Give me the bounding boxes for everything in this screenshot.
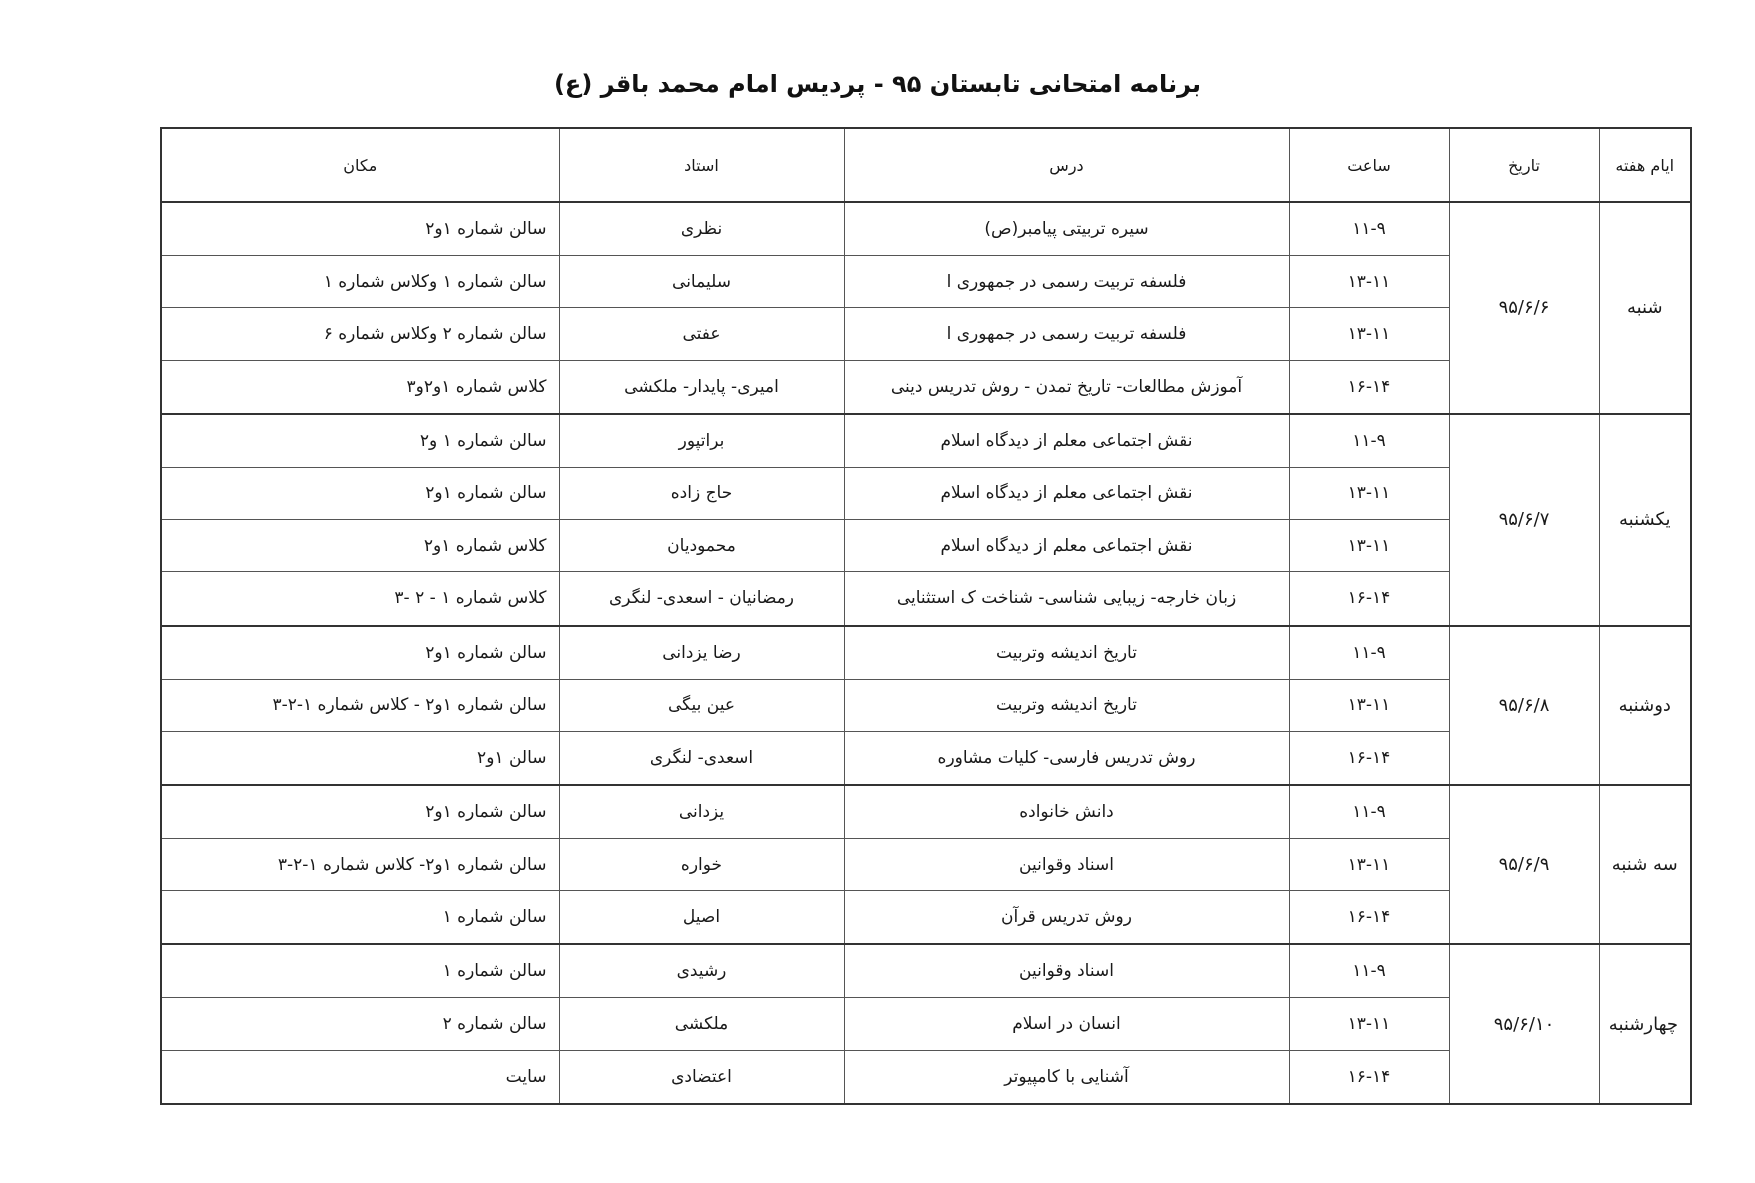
course-cell: تاریخ اندیشه وتربیت [844,679,1289,731]
table-row [161,785,1691,839]
teacher-cell: نظری [559,202,844,256]
date-cell: ۹۵/۶/۱۰ [1449,944,1599,1104]
place-cell: سالن شماره ۲ وکلاس شماره ۶ [161,308,559,360]
teacher-cell: رضا یزدانی [559,626,844,680]
place-cell: سالن ۱و۲ [161,731,559,785]
teacher-cell: رمضانیان - اسعدی- لنگری [559,572,844,626]
day-cell: شنبه [1599,202,1691,414]
place-cell: سالن شماره ۱و۲ [161,785,559,839]
course-cell: آموزش مطالعات- تاریخ تمدن - روش تدریس دینی [844,360,1289,414]
time-cell: ۱۱-۹ [1289,944,1449,998]
time-cell: ۱۳-۱۱ [1289,308,1449,360]
exam-schedule-table [160,127,1692,1105]
document-title: برنامه امتحانی تابستان ۹۵ - پردیس امام محمد باقر (ع) [553,70,1202,98]
header-teacher: استاد [559,128,844,202]
date-cell: ۹۵/۶/۶ [1449,202,1599,414]
course-cell: سیره تربیتی پیامبر(ص) [844,202,1289,256]
table-row [161,944,1691,998]
course-cell: دانش خانواده [844,785,1289,839]
place-cell: سالن شماره ۱ [161,891,559,945]
day-cell: یکشنبه [1599,414,1691,626]
table-row [161,202,1691,256]
course-cell: زبان خارجه- زیبایی شناسی- شناخت ک استثنایی [844,572,1289,626]
course-cell: روش تدریس قرآن [844,891,1289,945]
place-cell: سالن شماره ۱ و۲ [161,414,559,468]
header-day: ایام هفته [1599,128,1691,202]
time-cell: ۱۳-۱۱ [1289,998,1449,1050]
table-row [161,414,1691,468]
teacher-cell: امیری- پایدار- ملکشی [559,360,844,414]
teacher-cell: یزدانی [559,785,844,839]
course-cell: تاریخ اندیشه وتربیت [844,626,1289,680]
course-cell: نقش اجتماعی معلم از دیدگاه اسلام [844,520,1289,572]
teacher-cell: اسعدی- لنگری [559,731,844,785]
course-cell: آشنایی با کامپیوتر [844,1050,1289,1104]
time-cell: ۱۳-۱۱ [1289,256,1449,308]
time-cell: ۱۶-۱۴ [1289,891,1449,945]
time-cell: ۱۱-۹ [1289,785,1449,839]
time-cell: ۱۶-۱۴ [1289,731,1449,785]
teacher-cell: اصیل [559,891,844,945]
teacher-cell: سلیمانی [559,256,844,308]
course-cell: روش تدریس فارسی- کلیات مشاوره [844,731,1289,785]
day-cell: چهارشنبه [1599,944,1691,1104]
teacher-cell: خواره [559,839,844,891]
place-cell: سالن شماره ۱و۲- کلاس شماره ۱-۲-۳ [161,839,559,891]
header-date: تاریخ [1449,128,1599,202]
time-cell: ۱۳-۱۱ [1289,839,1449,891]
table-body [161,202,1691,1104]
date-cell: ۹۵/۶/۹ [1449,785,1599,944]
time-cell: ۱۳-۱۱ [1289,520,1449,572]
course-cell: انسان در اسلام [844,998,1289,1050]
place-cell: کلاس شماره ۱ - ۲ -۳ [161,572,559,626]
place-cell: سالن شماره ۱و۲ [161,626,559,680]
place-cell: سالن شماره ۲ [161,998,559,1050]
teacher-cell: عین بیگی [559,679,844,731]
course-cell: فلسفه تربیت رسمی در جمهوری ا [844,256,1289,308]
place-cell: سالن شماره ۱ وکلاس شماره ۱ [161,256,559,308]
header-time: ساعت [1289,128,1449,202]
teacher-cell: حاج زاده [559,467,844,519]
day-cell: دوشنبه [1599,626,1691,785]
course-cell: اسناد وقوانین [844,839,1289,891]
place-cell: سالن شماره ۱و۲ [161,202,559,256]
table-row [161,626,1691,680]
teacher-cell: محمودیان [559,520,844,572]
time-cell: ۱۱-۹ [1289,414,1449,468]
date-cell: ۹۵/۶/۷ [1449,414,1599,626]
place-cell: سالن شماره ۱و۲ - کلاس شماره ۱-۲-۳ [161,679,559,731]
header-place: مکان [161,128,559,202]
time-cell: ۱۶-۱۴ [1289,572,1449,626]
date-cell: ۹۵/۶/۸ [1449,626,1599,785]
day-cell: سه شنبه [1599,785,1691,944]
course-cell: نقش اجتماعی معلم از دیدگاه اسلام [844,467,1289,519]
place-cell: سالن شماره ۱ [161,944,559,998]
teacher-cell: عفتی [559,308,844,360]
time-cell: ۱۱-۹ [1289,626,1449,680]
table-header-row [161,128,1691,202]
time-cell: ۱۶-۱۴ [1289,360,1449,414]
course-cell: فلسفه تربیت رسمی در جمهوری ا [844,308,1289,360]
place-cell: کلاس شماره ۱و۲ [161,520,559,572]
time-cell: ۱۱-۹ [1289,202,1449,256]
teacher-cell: رشیدی [559,944,844,998]
time-cell: ۱۶-۱۴ [1289,1050,1449,1104]
teacher-cell: براتپور [559,414,844,468]
course-cell: اسناد وقوانین [844,944,1289,998]
place-cell: کلاس شماره ۱و۲و۳ [161,360,559,414]
course-cell: نقش اجتماعی معلم از دیدگاه اسلام [844,414,1289,468]
time-cell: ۱۳-۱۱ [1289,679,1449,731]
time-cell: ۱۳-۱۱ [1289,467,1449,519]
place-cell: سایت [161,1050,559,1104]
teacher-cell: ملکشی [559,998,844,1050]
place-cell: سالن شماره ۱و۲ [161,467,559,519]
teacher-cell: اعتضادی [559,1050,844,1104]
header-course: درس [844,128,1289,202]
